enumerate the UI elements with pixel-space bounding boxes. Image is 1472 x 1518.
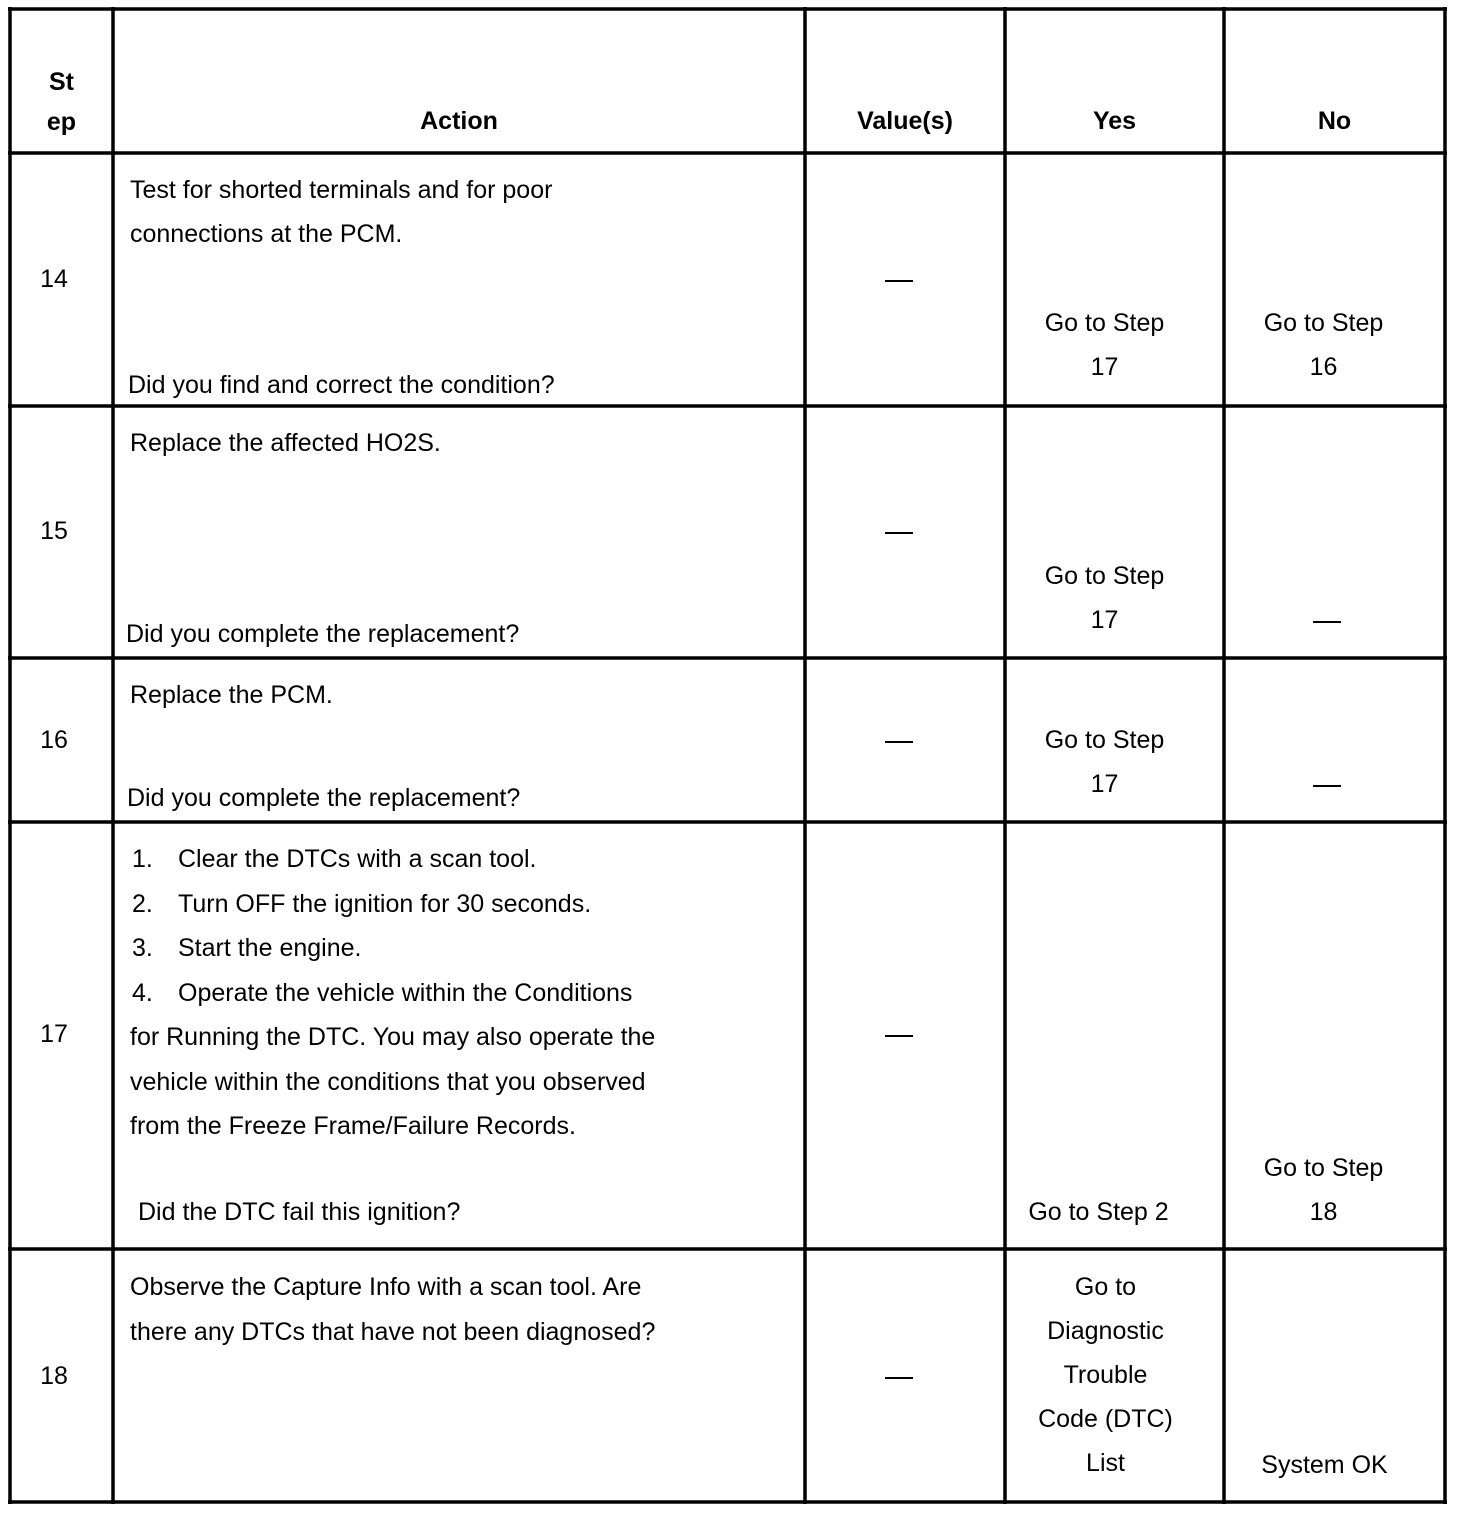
value-none <box>885 1377 913 1379</box>
value-none <box>885 741 913 743</box>
header-step-line: ep <box>46 108 77 136</box>
value-none <box>885 280 913 282</box>
no-result: Go to Step 16 <box>1263 309 1384 381</box>
action-text: Replace the affected HO2S. <box>130 429 441 457</box>
header-step-line: St <box>49 68 74 96</box>
header-step <box>10 60 113 144</box>
action-text: vehicle within the conditions that you observed <box>130 1068 646 1096</box>
yes-result: Go to Step 17 <box>1044 309 1165 381</box>
action-text: for Running the DTC. You may also operate the <box>130 1023 656 1051</box>
action-text: from the Freeze Frame/Failure Records. <box>130 1112 576 1140</box>
header-yes: Yes <box>1092 107 1137 135</box>
numbered-step: 1. Clear the DTCs with a scan tool. <box>132 845 537 873</box>
action-question: Did you complete the replacement? <box>127 784 521 812</box>
header-no: No <box>1317 107 1352 135</box>
yes-result: Go to Step 17 <box>1044 562 1165 634</box>
numbered-step: 3. Start the engine. <box>132 934 362 962</box>
action-text: Observe the Capture Info with a scan tool. Are <box>130 1273 642 1301</box>
yes-result: Go to Diagnostic Trouble Code (DTC) List <box>1038 1273 1173 1477</box>
step-number: 16 <box>40 726 68 754</box>
action-text: there any DTCs that have not been diagnosed? <box>130 1318 656 1346</box>
action-question: Did you complete the replacement? <box>126 620 520 648</box>
action-text: Test for shorted terminals and for poor <box>130 176 553 204</box>
yes-result: Go to Step 2 <box>1028 1198 1169 1226</box>
numbered-step: 2. Turn OFF the ignition for 30 seconds. <box>132 890 592 918</box>
no-result: System OK <box>1261 1451 1388 1479</box>
header-values: Value(s) <box>857 107 953 135</box>
header-action: Action <box>420 107 498 135</box>
step-number: 17 <box>40 1020 68 1048</box>
action-question: Did the DTC fail this ignition? <box>138 1198 461 1226</box>
step-number: 18 <box>40 1362 68 1390</box>
numbered-step: 4. Operate the vehicle within the Conditions <box>132 979 633 1007</box>
step-number: 15 <box>40 517 68 545</box>
action-text: connections at the PCM. <box>130 220 403 248</box>
no-none <box>1313 621 1341 623</box>
step-number: 14 <box>40 265 68 293</box>
value-none <box>885 1035 913 1037</box>
action-text: Replace the PCM. <box>130 681 333 709</box>
action-question: Did you find and correct the condition? <box>128 371 555 399</box>
value-none <box>885 532 913 534</box>
no-result: Go to Step 18 <box>1263 1154 1384 1226</box>
yes-result: Go to Step 17 <box>1044 726 1165 798</box>
no-none <box>1313 785 1341 787</box>
